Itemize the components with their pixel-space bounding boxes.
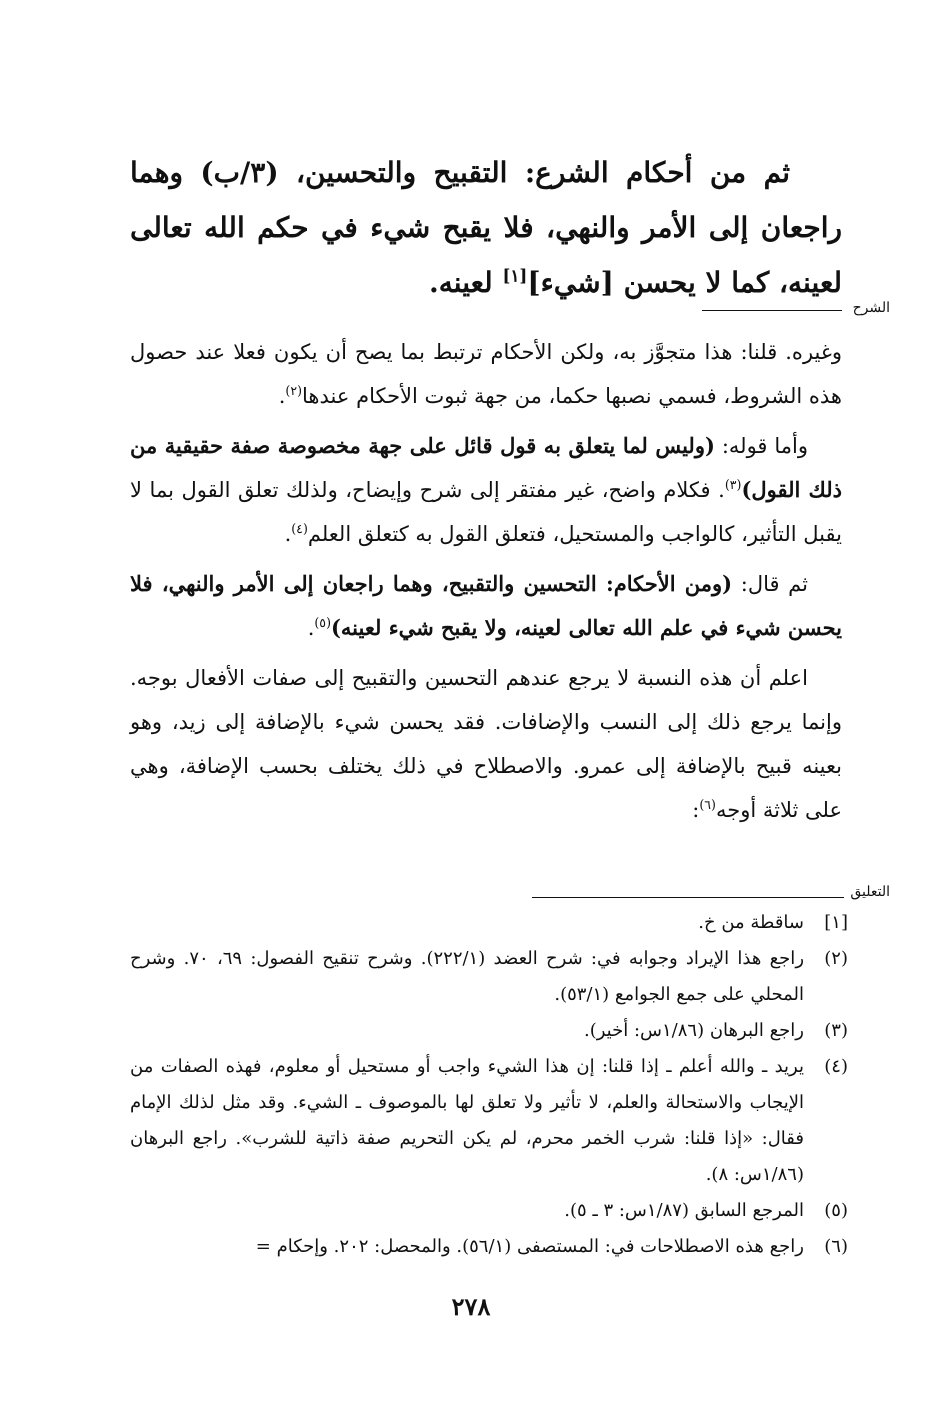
footnote-ref: (٢) xyxy=(285,383,303,398)
punct: . xyxy=(278,384,286,408)
footnote-text: ساقطة من خ. xyxy=(698,912,804,933)
footnote-text: راجع هذا الإيراد وجوابه في: شرح العضد (٢٢٢/١). وشرح تنقيح الفصول: ٦٩، ٧٠. وشرح المحلي على جمع الجوامع (٥٣/١). xyxy=(130,948,805,1005)
quoted-text: (وليس لما يتعلق به قول قائل على جهة مخصوصة صفة حقيقية من ذلك القول) xyxy=(130,433,842,502)
punct: . xyxy=(284,522,292,546)
footnote-item xyxy=(130,1049,848,1193)
footnote-text: المرجع السابق (١/٨٧س: ٣ ـ ٥). xyxy=(564,1200,804,1221)
commentary-text: ثم قال: xyxy=(732,572,808,596)
punct: : xyxy=(692,798,700,822)
footnote-item xyxy=(130,1193,848,1229)
commentary-text: وأما قوله: xyxy=(714,434,809,458)
footnote-ref: (٣) xyxy=(724,477,742,492)
main-text-end: لعينه. xyxy=(429,266,503,299)
commentary-separator xyxy=(702,310,842,311)
main-paragraph xyxy=(130,145,842,310)
footnote-ref: (٥) xyxy=(314,615,331,630)
main-text: ثم من أحكام الشرع: التقبيح والتحسين، (٣/ب) وهما راجعان إلى الأمر والنهي، فلا يقبح شيء في حكم الله تعالى لعينه، كما لا يحسن [شيء] xyxy=(130,156,842,299)
footnote-number: [١] xyxy=(824,912,848,933)
main-text-block xyxy=(130,145,842,310)
editor-ref: [١] xyxy=(502,265,528,286)
commentary-paragraph-3 xyxy=(130,562,842,650)
commentary-text: اعلم أن هذه النسبة لا يرجع عندهم التحسين والتقبيح إلى صفات الأفعال بوجه. وإنما يرجع ذلك إلى النسب والإضافات. فقد يحسن شيء بالإضافة إلى زيد، وهو بعينه قبيح بالإضافة إلى عمرو. والاصطلاح في ذلك يختلف بحسب الإضافة، وهي على ثلاثة أوجه xyxy=(130,666,842,822)
footnote-number: (٤) xyxy=(824,1056,848,1077)
footnotes-block xyxy=(130,905,848,1265)
footnote-item xyxy=(130,1013,848,1049)
commentary-block xyxy=(130,330,842,838)
footnote-number: (٦) xyxy=(824,1236,848,1257)
footnote-item xyxy=(130,941,848,1013)
quoted-text: (ومن الأحكام: التحسين والتقبيح، وهما راجعان إلى الأمر والنهي، فلا يحسن شيء في علم الله تعالى لعينه، ولا يقبح شيء لعينه) xyxy=(130,571,842,640)
footnote-item xyxy=(130,1229,848,1265)
punct: . xyxy=(307,616,315,640)
footnote-number: (٣) xyxy=(824,1020,848,1041)
commentary-paragraph-4 xyxy=(130,656,842,832)
footnote-ref: (٤) xyxy=(291,521,308,536)
footnote-number: (٥) xyxy=(824,1200,848,1221)
commentary-paragraph-2 xyxy=(130,424,842,556)
commentary-label: الشرح xyxy=(852,300,890,316)
commentary-paragraph-1 xyxy=(130,330,842,418)
footnote-item xyxy=(130,905,848,941)
commentary-text: . فكلام واضح، غير مفتقر إلى شرح وإيضاح، ولذلك تعلق القول بما لا يقبل التأثير، كالواجب والمستحيل، فتعلق القول به كتعلق العلم xyxy=(130,478,842,546)
page-number: ٢٧٨ xyxy=(451,1292,491,1321)
footnote-text: يريد ـ والله أعلم ـ إذا قلنا: إن هذا الشيء واجب أو مستحيل أو معلوم، فهذه الصفات من الإيجاب والاستحالة والعلم، لا تأثير ولا تعلق لها بالموصوف ـ الشيء. وقد مثل لذلك الإمام فقال: «إذا قلنا: شرب الخمر محرم، لم يكن التحريم صفة ذاتية للشرب». راجع البرهان (١/٨٦س: ٨). xyxy=(130,1056,804,1185)
footnote-number: (٢) xyxy=(824,948,848,969)
footnote-text: راجع البرهان (١/٨٦س: أخير). xyxy=(584,1020,804,1041)
footnote-text: راجع هذه الاصطلاحات في: المستصفى (٥٦/١). والمحصل: ٢٠٢. وإحكام = xyxy=(255,1236,804,1257)
notes-separator xyxy=(532,897,844,898)
commentary-text: وغيره. قلنا: هذا متجوَّز به، ولكن الأحكام ترتبط بما يصح أن يكون فعلا عند حصول هذه الشروط، فسمي نصبها حكما، من جهة ثبوت الأحكام عندها xyxy=(130,340,842,408)
footnote-ref: (٦) xyxy=(699,797,716,812)
notes-label: التعليق xyxy=(850,884,890,900)
